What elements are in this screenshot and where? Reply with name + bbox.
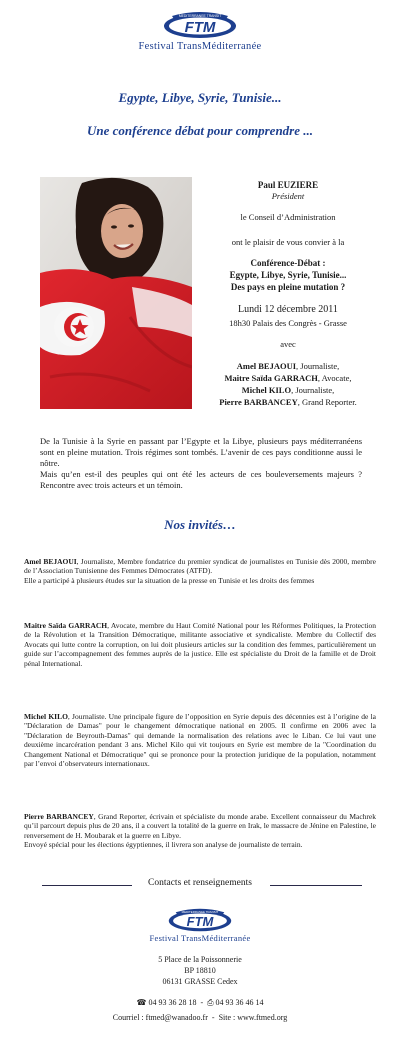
headline-conference: Une conférence débat pour comprendre ...	[86, 123, 314, 138]
event-title-line2: Egypte, Libye, Syrie, Tunisie...	[229, 270, 347, 280]
svg-text:FTM: FTM	[184, 19, 216, 36]
ftm-logo-header	[0, 10, 400, 52]
speaker-line: Michel KILO, Journaliste,	[241, 385, 335, 395]
with-text: avec	[280, 339, 296, 349]
speaker-line: Pierre BARBANCEY, Grand Reporter.	[219, 397, 357, 407]
brand-name: Festival TransMéditerranée	[138, 41, 262, 52]
host-name: Paul EUZIERE	[257, 180, 319, 190]
ftm-logo-icon	[162, 10, 238, 40]
address-bp: BP 18810	[184, 966, 216, 975]
guest-bio: Amel BEJAOUI, Journaliste, Membre fondatrice du premier syndicat de journalistes en Tunisie dès 2000, membre de l’Association Tunisienne des Femmes Démocrates (ATFD). Elle a participé à plusieurs études sur la situation de la presse en Tunisie et les droits des femmes	[24, 557, 376, 585]
guest-bio: Maitre Saïda GARRACH, Avocate, membre du Haut Comité National pour les Réformes Politiques, la Protection de la Révolution et la Transition Démocratique, militante associative et syndicaliste. Membre du Collectif des Avocats qui lutte contre la corruption, on lui doit plusieurs articles sur la condition des femmes, particulièrement un guide sur l’accompagnement des femmes auprès de la justice. Elle est spécialiste du Droit de la famille et de Droit pénal International.	[24, 621, 376, 668]
event-title-line1: Conférence-Débat :	[250, 258, 326, 268]
invite-text: ont le plaisir de vous convier à la	[231, 237, 345, 247]
speaker-line: Maitre Saïda GARRACH, Avocate,	[224, 373, 352, 383]
address-city: 06131 GRASSE Cedex	[162, 977, 238, 986]
address-street: 5 Place de la Poissonnerie	[158, 955, 242, 964]
phone-icon: ☎	[136, 998, 147, 1007]
host-title: Président	[271, 191, 305, 201]
divider-right	[270, 885, 362, 886]
website-link[interactable]: Site : www.ftmed.org	[218, 1013, 288, 1022]
guest-bio: Pierre BARBANCEY, Grand Reporter, écrivain et spécialiste du monde arabe. Excellent connaisseur du Machrek qu’il parcourt depuis plus de 20 ans, il a couvert la totalité de la guerre en Irak, le massacre de Jénine en Palestine, le renversement de H. Moubarak et la guerre en Libye. Envoyé spécial pour les élections égyptiennes, il livrera son analyse de journaliste de terrain.	[24, 812, 376, 850]
ftm-logo-footer	[0, 907, 400, 943]
speaker-line: Amel BEJAOUI, Journaliste,	[236, 361, 340, 371]
fax-icon: ⎙	[207, 998, 214, 1007]
headline-countries: Egypte, Libye, Syrie, Tunisie...	[118, 90, 282, 105]
board-text: le Conseil d’Administration	[240, 212, 336, 222]
event-time-place: 18h30 Palais des Congrès - Grasse	[229, 318, 347, 328]
intro-paragraph: De la Tunisie à la Syrie en passant par l’Egypte et la Libye, plusieurs pays méditerranéens sont en pleine mutation. Trois régimes sont tombés. L’avenir de ces pays conditionne aussi le nôtre. Mais qu’en est-il des peuples qui ont été les acteurs de ces bouleversements majeurs ? Rencontre avec trois acteurs et un témoin.	[40, 436, 362, 490]
svg-text:MEDITERRANEE TRANSIT: MEDITERRANEE TRANSIT	[178, 14, 222, 18]
event-title-line3: Des pays en pleine mutation ?	[230, 282, 346, 292]
contact-title: Contacts et renseignements	[148, 878, 252, 888]
email-link[interactable]: Courriel : ftmed@wanadoo.fr	[112, 1013, 208, 1022]
event-date: Lundi 12 décembre 2011	[238, 304, 338, 315]
phone-number: 04 93 36 28 18	[148, 998, 197, 1007]
fax-number: 04 93 36 46 14	[215, 998, 264, 1007]
guests-title: Nos invités…	[164, 517, 236, 532]
ftm-logo-icon	[167, 907, 233, 933]
guest-bio: Michel KILO, Journaliste. Une principale figure de l’opposition en Syrie depuis des décennies est à l’origine de la "Déclaration de Damas" pour le changement démocratique national en 2005. Il confirme en 2006 avec la "Déclaration de Beyrouth-Damas" qui demande la normalisation des relations avec le Liban. Ce lui vaut une deuxième incarcération pendant 3 ans. Michel Kilo qui vit toujours en Syrie est membre de la "Coordination du Changement National et Démocratique" qui se prononce pour la protection juridique de la population, notamment par l’envoi d’observateurs internationaux.	[24, 712, 376, 769]
svg-text:FTM: FTM	[186, 914, 214, 930]
brand-name: Festival TransMéditerranée	[149, 933, 251, 943]
svg-text:MEDITERRANEE TRANSIT: MEDITERRANEE TRANSIT	[181, 910, 219, 915]
phone-fax-line: ☎ 04 93 36 28 18 - ⎙ 04 93 36 46 14	[136, 998, 264, 1007]
email-site-line: Courriel : ftmed@wanadoo.fr - Site : www.ftmed.org	[112, 1013, 288, 1022]
photo-woman-tunisian-flag	[40, 177, 192, 409]
